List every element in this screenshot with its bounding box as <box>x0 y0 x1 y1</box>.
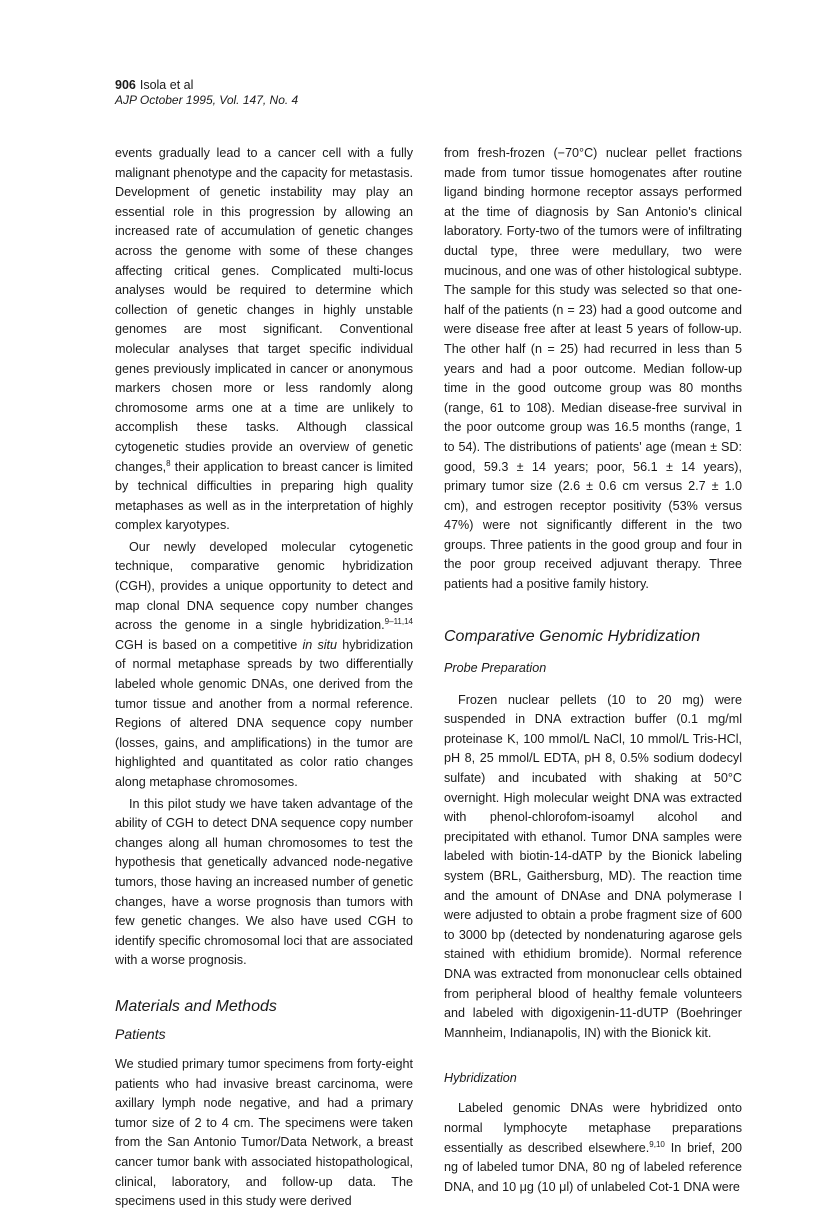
para1-text: events gradually lead to a cancer cell with a fully malignant phenotype and the capacity for metastasis. Development of genetic instability may play an essential role in this progression by allowing an increased rate of accumulation of genetic changes across the genome with some of these changes affecting critical genes. Complicated multi-locus analyses would be required to determine which collection of genetic changes in highly unstable genomes are most significant. Conventional molecular analyses that target specific individual genes previously implicated in cancer or anonymous markers chosen more or less randomly along chromosome arms one at a time are unlikely to accomplish these tasks. Although classical cytogenetic studies provide an overview of genetic changes, <box>115 146 413 474</box>
header-line-1 <box>115 78 298 93</box>
intro-paragraph-1 <box>115 144 413 536</box>
right-column <box>444 144 742 1197</box>
para2-text-c: hybridization of normal metaphase spreads by two differentially labeled whole genomic DNAs, one derived from the tumor tissue and another from a normal reference. Regions of altered DNA sequence copy number (losses, gains, and amplifications) in the tumor are highlighted and quantitated as color ratio changes along metaphase chromosomes. <box>115 637 413 789</box>
intro-paragraph-2 <box>115 538 413 793</box>
reference-9-14: 9–11,14 <box>384 617 413 627</box>
reference-9-10: 9,10 <box>649 1139 665 1149</box>
para2-text-b: CGH is based on a competitive <box>115 637 303 652</box>
para2-text-a: Our newly developed molecular cytogenetic technique, comparative genomic hybridization (CGH), provides a unique opportunity to detect and map clonal DNA sequence copy number changes across the genome in a single hybridization. <box>115 539 413 633</box>
patients-heading: Patients <box>115 1025 166 1042</box>
page-number: 906 <box>115 78 136 92</box>
hybridization-heading: Hybridization <box>444 1071 517 1086</box>
running-header <box>115 78 298 108</box>
probe-preparation-heading: Probe Preparation <box>444 660 547 675</box>
cgh-heading: Comparative Genomic Hybridization <box>444 627 701 645</box>
intro-paragraph-3: In this pilot study we have taken advantage of the ability of CGH to detect DNA sequence copy number changes along all human chromosomes to test the hypothesis that genetically advanced node-negative tumors, those having an increased number of genetic changes, have a worse prognosis than tumors with few genetic changes. We also have used CGH to identify specific chromosomal loci that are associated with a worse prognosis. <box>115 796 413 968</box>
materials-methods-heading: Materials and Methods <box>115 997 277 1015</box>
running-authors: Isola et al <box>139 78 194 92</box>
hybrid-text-a: Labeled genomic DNAs were hybridized onto normal lymphocyte metaphase preparations essentially as described elsewhere. <box>444 1101 742 1155</box>
patients-paragraph: We studied primary tumor specimens from forty-eight patients who had invasive breast carcinoma, were axillary lymph node negative, and had a primary tumor size of 2 to 4 cm. The specimens were taken from the San Antonio Tumor/Data Network, a breast cancer tumor bank with associated histopathological, clinical, laboratory, and follow-up data. The specimens used in this study were derived <box>115 1056 413 1209</box>
patients-paragraph-continued: from fresh-frozen (−70°C) nuclear pellet fractions made from tumor tissue homogenates after routine ligand binding hormone receptor assays performed at the time of diagnosis by San Antonio's clinical laboratory. Forty-two of the tumors were of infiltrating ductal type, three were medullary, two were mucinous, and one was of other histological subtype. The sample for this study was selected so that one-half of the patients (n = 23) had a good outcome and were disease free after at least 5 years of follow-up. The other half (n = 25) had recurred in less than 5 years and had a poor outcome. Median follow-up time in the good outcome group was 80 months (range, 61 to 108). Median disease-free survival in the poor outcome group was 16.5 months (range, 1 to 54). The distributions of patients' age (mean ± SD: good, 59.3 ± 14 years; poor, 56.1 ± 14 years), primary tumor size (2.6 ± 0.6 cm versus 2.7 ± 1.0 cm), and estrogen receptor positivity (53% versus 47%) were not significantly different in the two groups. Three patients in the good group and four in the poor group received adjuvant therapy. Three patients had a positive family history. <box>444 146 742 592</box>
left-column <box>115 144 413 1212</box>
journal-citation: AJP October 1995, Vol. 147, No. 4 <box>115 93 299 107</box>
para1-end-text: their application to breast cancer is limited by technical difficulties in preparing high quality metaphases as well as in the interpretation of highly complex karyotypes. <box>115 459 413 533</box>
in-situ-term: in situ <box>302 637 338 652</box>
hybridization-paragraph <box>444 1099 742 1197</box>
reference-8: 8 <box>166 458 171 468</box>
hybrid-text-b: In brief, 200 ng of labeled tumor DNA, 80 ng of labeled reference DNA, and 10 μg (10 μl) of unlabeled Cot-1 DNA were <box>444 1140 743 1194</box>
probe-paragraph: Frozen nuclear pellets (10 to 20 mg) were suspended in DNA extraction buffer (0.1 mg/ml proteinase K, 100 mmol/L NaCl, 10 mmol/L Tris-HCl, pH 8, 25 mmol/L EDTA, pH 8, 0.5% sodium dodecyl sulfate) and incubated with shaking at 50°C overnight. High molecular weight DNA was extracted with phenol-chlorofom-isoamyl alcohol and precipitated with ethanol. Tumor DNA samples were labeled with biotin-14-dATP by the Bionick labeling system (BRL, Gaithersburg, MD). The reaction time and the amount of DNAse and DNA polymerase I were adjusted to obtain a probe fragment size of 600 to 3000 bp (detected by nondenaturing agarose gels stained with ethidium bromide). Normal reference DNA was extracted from mononuclear cells obtained from peripheral blood of healthy female volunteers and labeled with digoxigenin-11-dUTP (Boehringer Mannheim, Indianapolis, IN) with the Bionick kit. <box>444 692 742 1040</box>
